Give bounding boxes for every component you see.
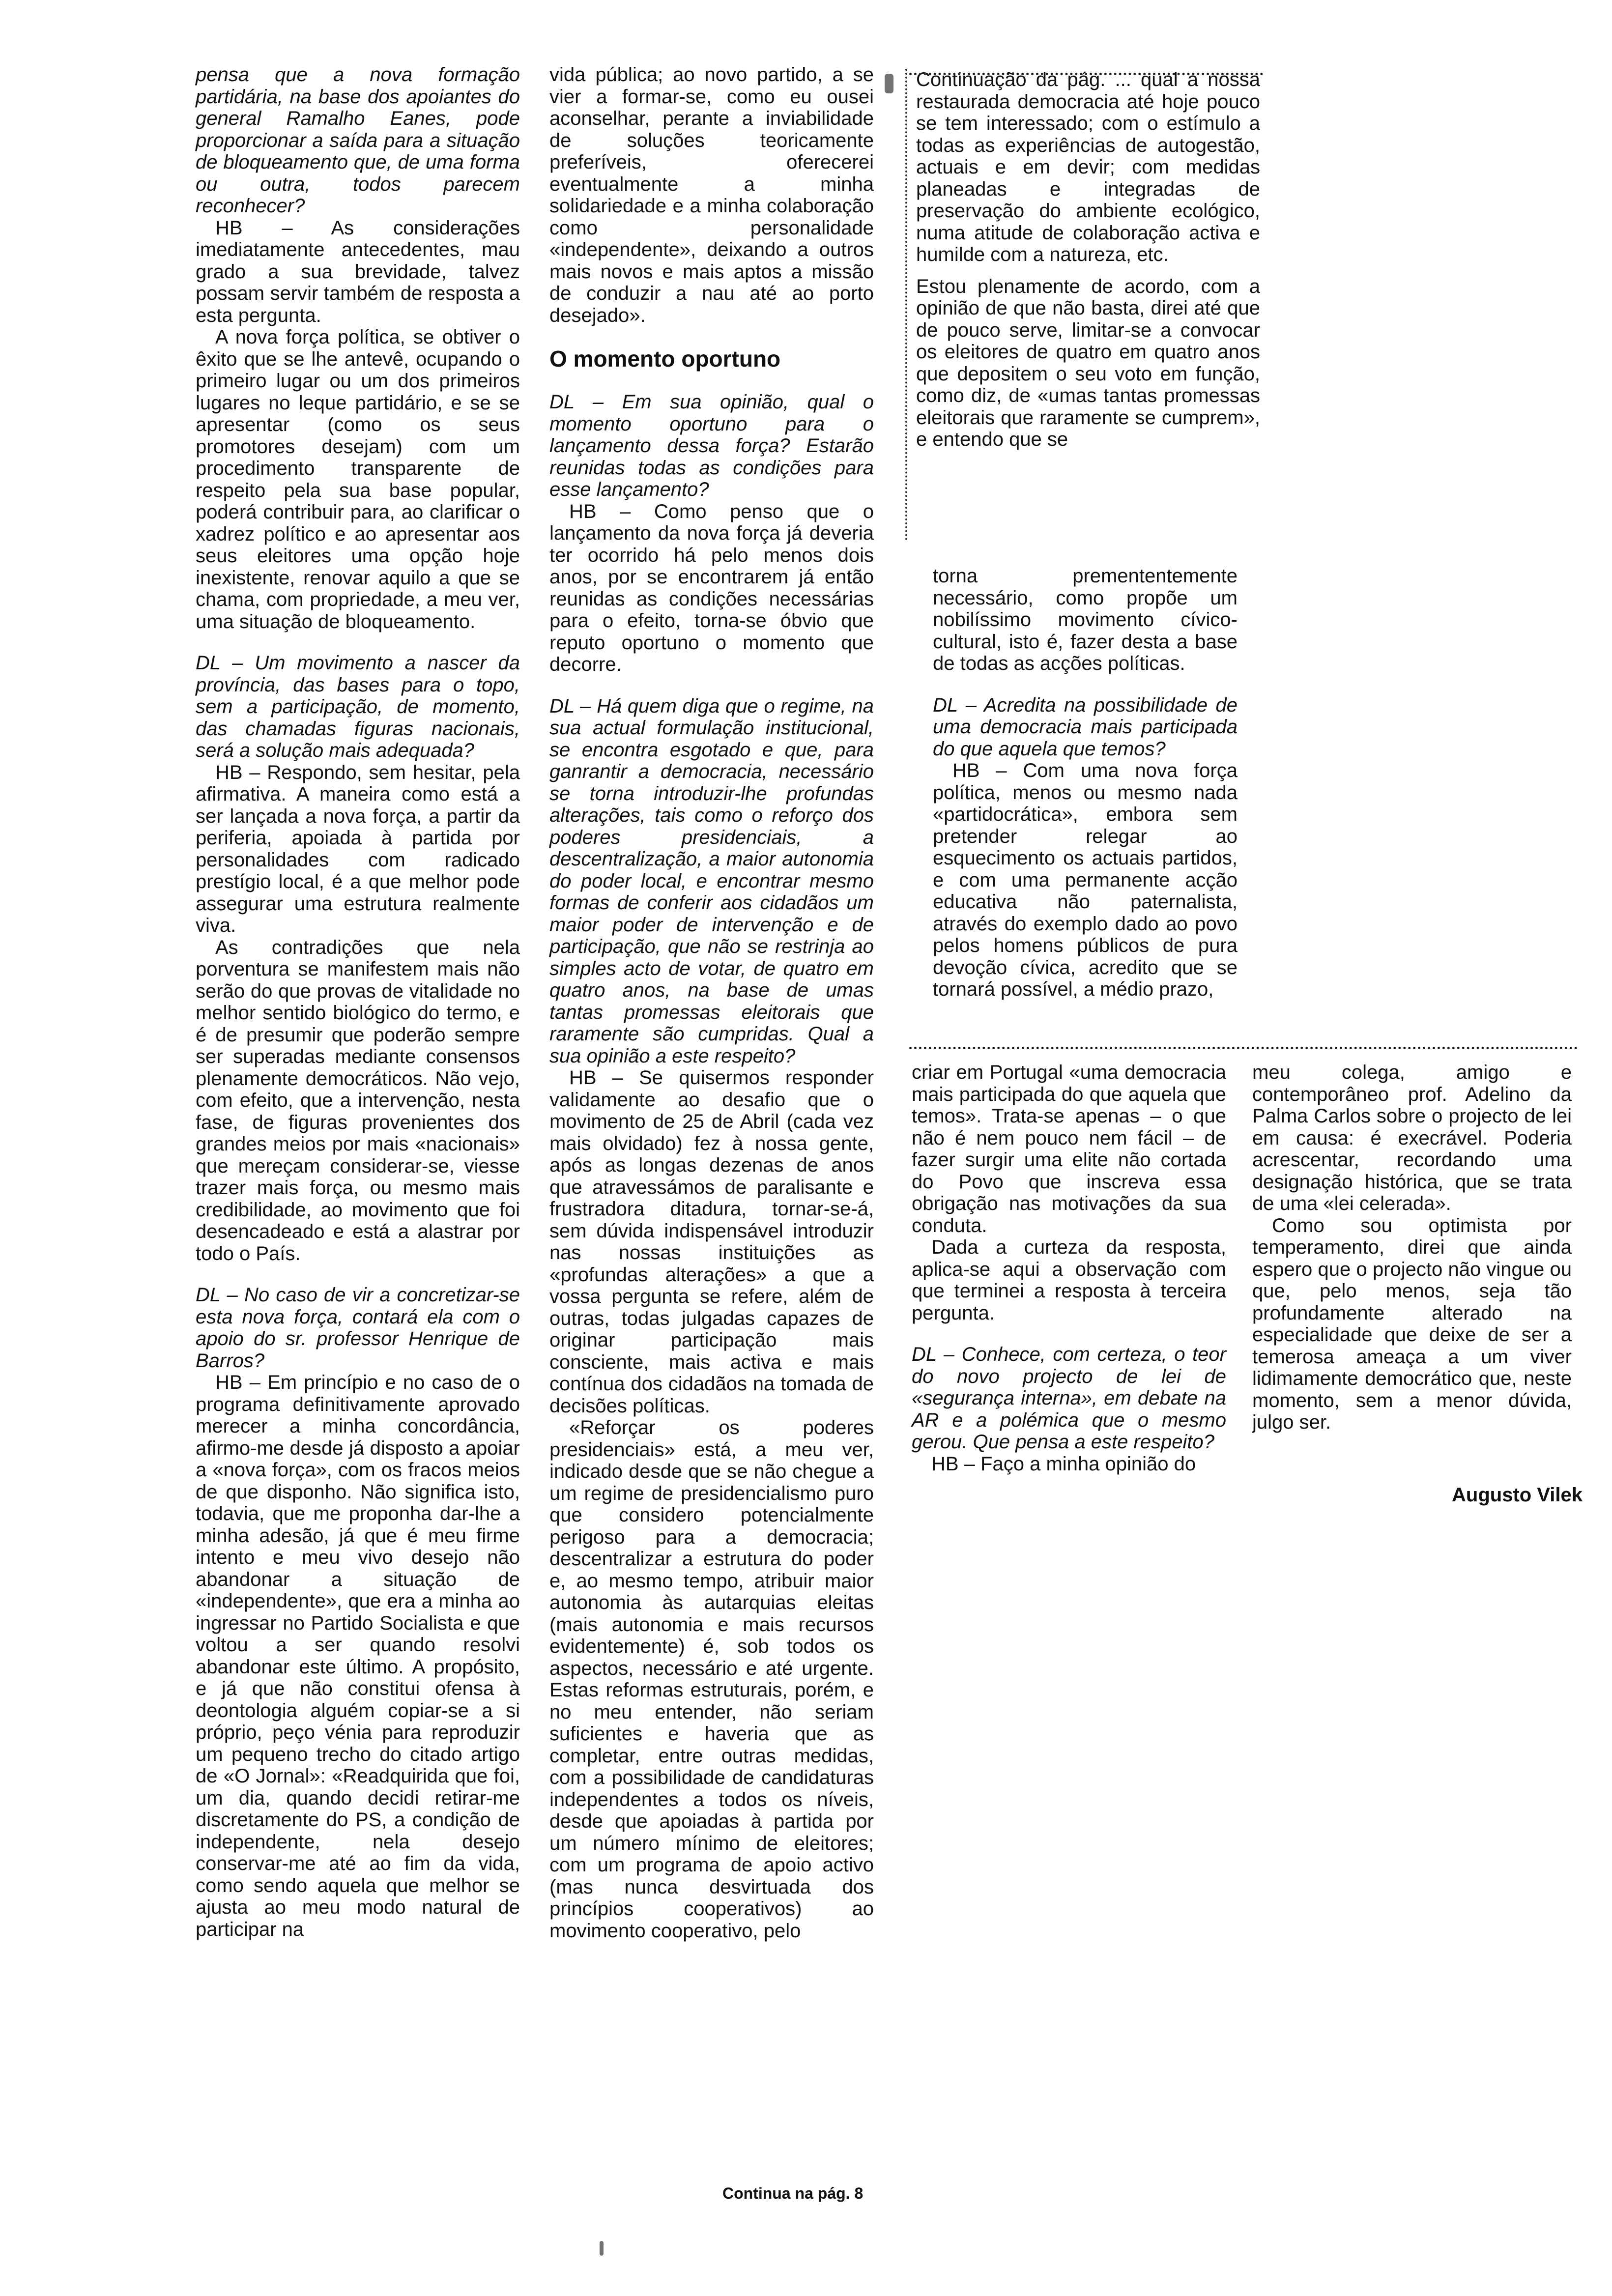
column-3-lower (912, 1062, 1226, 1475)
section-heading: O momento oportuno (549, 346, 781, 372)
interview-answer: criar em Portugal «uma democracia mais participada do que aquela que temos». Trata-se apenas – o que não é nem pouco nem fácil – de fazer surgir uma elite não cortada do Povo que inscreva essa obrigação nas motivações da sua conduta. (912, 1062, 1226, 1236)
section-divider (909, 1047, 1578, 1049)
scan-smudge (885, 74, 893, 93)
interview-answer: HB – Respondo, sem hesitar, pela afirmativa. A maneira como está a ser lançada a nova força, a partir da periferia, apoiada à partida por personalidades com radicado prestígio local, é a que melhor pode assegurar uma estrutura realmente viva. (196, 761, 520, 936)
continued-footer: Continua na pág. 8 (722, 2184, 864, 2202)
interview-question: DL – Há quem diga que o regime, na sua actual formulação institucional, se encontra esgotado e que, para ganrantir a democracia, necessário se torna introduzir-lhe profundas alterações, tais como o reforço dos poderes presidenciais, a descentralização, a maior autonomia do poder local, e encontrar mesmo formas de conferir aos cidadãos um maior poder de intervenção e de participação, que não se restrinja ao simples acto de votar, de quatro em quatro anos, na base de umas tantas promessas eleitorais que raramente são cumpridas. Qual a sua opinião a este respeito? (549, 695, 874, 1067)
interview-answer: HB – As considerações imediatamente antecedentes, mau grado a sua brevidade, talvez possam servir também de resposta a esta pergunta. (196, 217, 520, 326)
interview-answer: A nova força política, se obtiver o êxito que se lhe antevê, ocupando o primeiro lugar ou um dos primeiros lugares no leque partidário, e se se apresentar (como os seus promotores desejam) com um procedimento transparente de respeito pela sua base popular, poderá contribuir para, ao clarificar o xadrez político e ao apresentar aos seus eleitores uma opção hoje inexistente, renovar aquilo a que se chama, com propriedade, a meu ver, uma situação de bloqueamento. (196, 326, 520, 632)
interview-question: DL – Em sua opinião, qual o momento oportuno para o lançamento dessa força? Estarão reunidas todas as condições para esse lançamento? (549, 391, 874, 500)
column-1 (196, 64, 520, 1940)
interview-question: DL – Acredita na possibilidade de uma democracia mais participada do que aquela que temos? (933, 694, 1238, 760)
column-2 (549, 64, 874, 1942)
interview-question: DL – Um movimento a nascer da província, das bases para o topo, sem a participação, de momento, das chamadas figuras nacionais, será a solução mais adequada? (196, 652, 520, 761)
interview-answer: HB – Com uma nova força política, menos ou mesmo nada «partidocrática», embora sem pretender relegar ao esquecimento os actuais partidos, e com uma permanente acção educativa não paternalista, através do exemplo dado ao povo pelos homens públicos de pura devoção cívica, acredito que se tornará possível, a médio prazo, (933, 760, 1238, 1000)
interview-answer: torna premententemente necessário, como propõe um nobilíssimo movimento cívico-cultural, isto é, fazer desta a base de todas as acções políticas. (933, 565, 1238, 674)
column-3-middle (933, 565, 1238, 1001)
interview-answer: vida pública; ao novo partido, a se vier a formar-se, como eu ousei aconselhar, perante a inviabilidade de soluções teoricamente preferíveis, oferecerei eventualmente a minha solidariedade e a minha colaboração como personalidade «independente», deixando a outros mais novos e mais aptos a missão de conduzir a nau até ao porto desejado». (549, 64, 874, 326)
interview-question: pensa que a nova formação partidária, na base dos apoiantes do general Ramalho Eanes, pode proporcionar a saída para a situação de bloqueamento que, de uma forma ou outra, todos parecem reconhecer? (196, 64, 520, 217)
author-signature: Augusto Vilek (1452, 1484, 1583, 1506)
interview-answer: HB – Faço a minha opinião do (931, 1453, 1196, 1475)
interview-answer: As contradições que nela porventura se manifestem mais não serão do que provas de vitalidade no melhor sentido biológico do termo, e é de presumir que poderão sempre ser superadas mediante consensos plenamente democráticos. Não vejo, com efeito, que a intervenção, nesta fase, de figuras provenientes dos grandes meios por mais «nacionais» que mereçam considerar-se, viesse trazer mais força, ou mesmo mais credibilidade, ao movimento que foi desencadeado e está a alastrar por todo o País. (196, 936, 520, 1264)
interview-answer: HB – Como penso que o lançamento da nova força já deveria ter ocorrido há pelo menos dois anos, por se encontrarem já então reunidas as condições necessárias para o efeito, torna-se óbvio que reputo oportuno o momento que decorre. (549, 500, 874, 675)
continuation-box (905, 69, 1266, 541)
continuation-text-2: Estou plenamente de acordo, com a opinião de que não basta, direi até que de pouco serve, limitar-se a convocar os eleitores de quatro em quatro anos que depositem o seu voto em função, como diz, de «umas tantas promessas eleitorais que raramente se cumprem», e entendo que se (916, 275, 1260, 450)
interview-answer: HB – Em princípio e no caso de o programa definitivamente aprovado merecer a minha concordância, afirmo-me desde já disposto a apoiar a «nova força», com os fracos meios de que disponho. Não significa isto, todavia, que me proponha dar-lhe a minha adesão, já que é meu firme intento e meu vivo desejo não abandonar a situação de «independente», que era a minha ao ingressar no Partido Socialista e que voltou a ser quando resolvi abandonar este último. A propósito, e já que não constitui ofensa à deontologia alguém copiar-se a si próprio, peço vénia para reproduzir um pequeno trecho do citado artigo de «O Jornal»: «Readquirida que foi, um dia, quando decidi retirar-me discretamente do PS, a condição de independente, nela desejo conservar-me até ao fim da vida, como sendo aquela que melhor se ajusta ao meu modo natural de participar na (196, 1372, 520, 1940)
interview-question: DL – No caso de vir a concretizar-se esta nova força, contará ela com o apoio do sr. professor Henrique de Barros? (196, 1284, 520, 1372)
interview-answer: Como sou optimista por temperamento, direi que ainda espero que o projecto não vingue ou que, pelo menos, seja tão profundamente alterado na especialidade que deixe de ser a temerosa ameaça a um viver lidimamente democrático que, neste momento, sem a menor dúvida, julgo ser. (1252, 1214, 1572, 1433)
box-top-rule (909, 73, 1263, 75)
interview-answer: Dada a curteza da resposta, aplica-se aqui a observação com que terminei a resposta à terceira pergunta. (912, 1236, 1226, 1324)
column-4 (1252, 1062, 1572, 1434)
interview-answer: HB – Se quisermos responder validamente ao desafio que o movimento de 25 de Abril (cada vez mais olvidado) fez à nossa gente, após as longas dezenas de anos que atravessámos de paralisante e frustradora ditadura, tornar-se-á, sem dúvida indispensável introduzir nas nossas instituições as «profundas alterações» a que a vossa pergunta se refere, além de outras, todas julgadas capazes de originar participação mais consciente, mais activa e mais contínua dos cidadãos na tomada de decisões políticas. (549, 1067, 874, 1417)
interview-question: DL – Conhece, com certeza, o teor do novo projecto de lei de «segurança interna», em debate na AR e a polémica que o mesmo gerou. Que pensa a este respeito? (912, 1344, 1226, 1453)
interview-answer: «Reforçar os poderes presidenciais» está, a meu ver, indicado desde que se não chegue a um regime de presidencialismo puro que considero potencialmente perigoso para a democracia; descentralizar a estrutura do poder e, ao mesmo tempo, atribuir maior autonomia às autarquias eleitas (mais autonomia e mais recursos evidentemente) é, sob todos os aspectos, necessário e até urgente. Estas reformas estruturais, porém, e no meu entender, não seriam suficientes e haveria que as completar, entre outras medidas, com a possibilidade de candidaturas independentes a todos os níveis, desde que apoiadas à partida por um número mínimo de eleitores; com um programa de apoio activo (mas nunca desvirtuada dos princípios cooperativos) ao movimento cooperativo, pelo (549, 1417, 874, 1942)
interview-answer: meu colega, amigo e contemporâneo prof. Adelino da Palma Carlos sobre o projecto de lei em causa: é execrável. Poderia acrescentar, recordando uma designação histórica, que se trata de uma «lei celerada». (1252, 1062, 1572, 1214)
continuation-text-1: Continuação da pág. ... qual a nossa restaurada democracia até hoje pouco se tem interessado; com o estímulo a todas as experiências de autogestão, actuais e em devir; com medidas planeadas e integradas de preservação do ambiente ecológico, numa atitude de colaboração activa e humilde com a natureza, etc. (916, 69, 1260, 265)
scan-smudge (600, 2241, 604, 2256)
